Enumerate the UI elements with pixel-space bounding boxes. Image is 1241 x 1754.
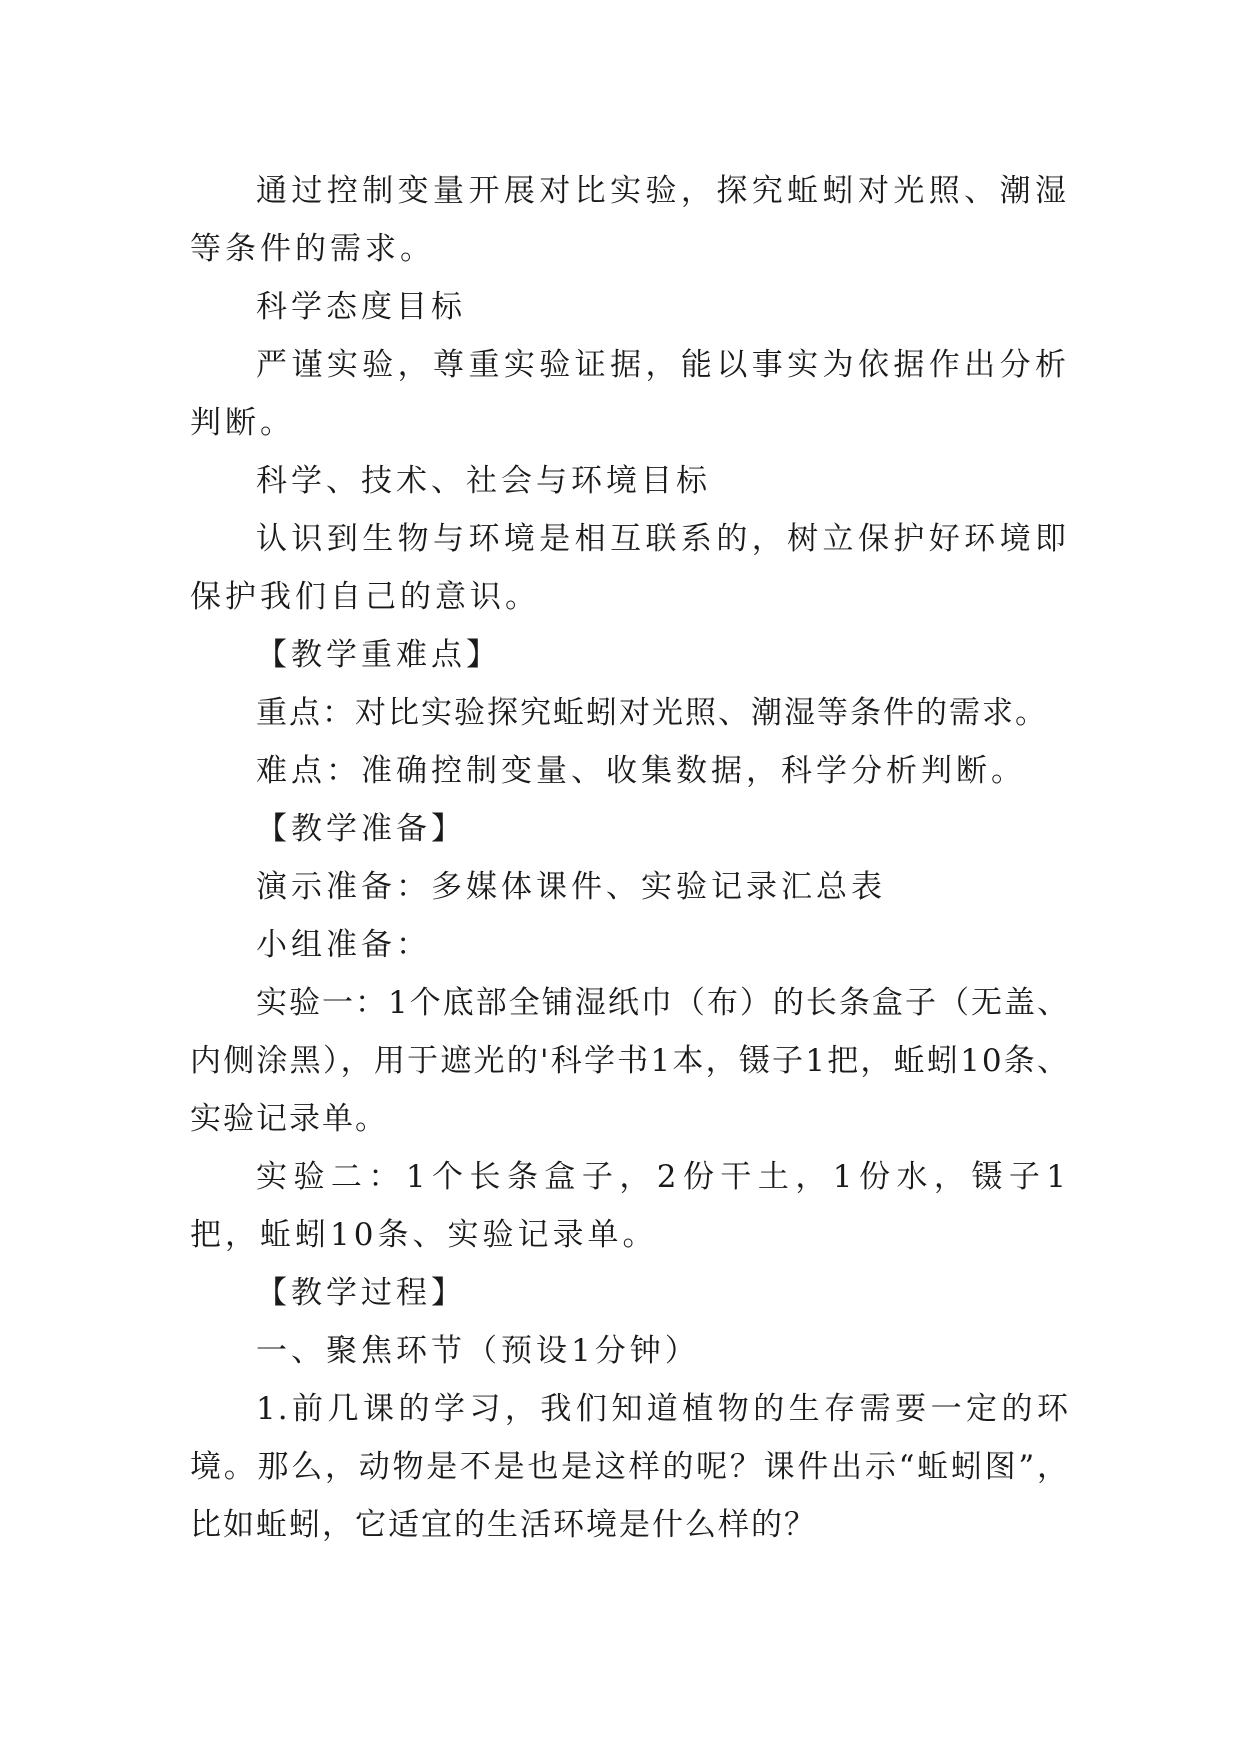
heading-focus-section: 一、聚焦环节（预设1分钟） xyxy=(256,1333,700,1369)
paragraph-sts-goal: 认识到生物与环境是相互联系的，树立保护好环境即保护我们自己的意识。 xyxy=(190,521,1070,615)
paragraph-science-attitude: 严谨实验，尊重实验证据，能以事实为依据作出分析判断。 xyxy=(190,347,1070,441)
paragraph-key-point: 重点：对比实验探究蚯蚓对光照、潮湿等条件的需求。 xyxy=(256,695,1048,731)
heading-teaching-preparation: 【教学准备】 xyxy=(256,811,466,847)
paragraph-demo-preparation: 演示准备：多媒体课件、实验记录汇总表 xyxy=(256,869,886,905)
paragraph-group-preparation: 小组准备： xyxy=(256,927,431,963)
paragraph-experiment-goal: 通过控制变量开展对比实验，探究蚯蚓对光照、潮湿等条件的需求。 xyxy=(190,173,1070,267)
heading-key-difficult-points: 【教学重难点】 xyxy=(256,637,501,673)
document-page xyxy=(190,162,1070,1554)
paragraph-experiment-one: 实验一：1个底部全铺湿纸巾（布）的长条盒子（无盖、内侧涂黑），用于遮光的'科学书1本，镊子1把，蚯蚓10条、实验记录单。 xyxy=(190,985,1070,1137)
paragraph-difficult-point: 难点：准确控制变量、收集数据，科学分析判断。 xyxy=(256,753,1026,789)
heading-sts-goal: 科学、技术、社会与环境目标 xyxy=(256,463,711,499)
heading-science-attitude-goal: 科学态度目标 xyxy=(256,289,466,325)
paragraph-experiment-two: 实验二：1个长条盒子，2份干土，1份水，镊子1把，蚯蚓10条、实验记录单。 xyxy=(190,1159,1070,1253)
heading-teaching-process: 【教学过程】 xyxy=(256,1275,466,1311)
paragraph-focus-question: 1.前几课的学习，我们知道植物的生存需要一定的环境。那么，动物是不是也是这样的呢？课件出示“蚯蚓图”，比如蚯蚓，它适宜的生活环境是什么样的？ xyxy=(190,1391,1070,1543)
